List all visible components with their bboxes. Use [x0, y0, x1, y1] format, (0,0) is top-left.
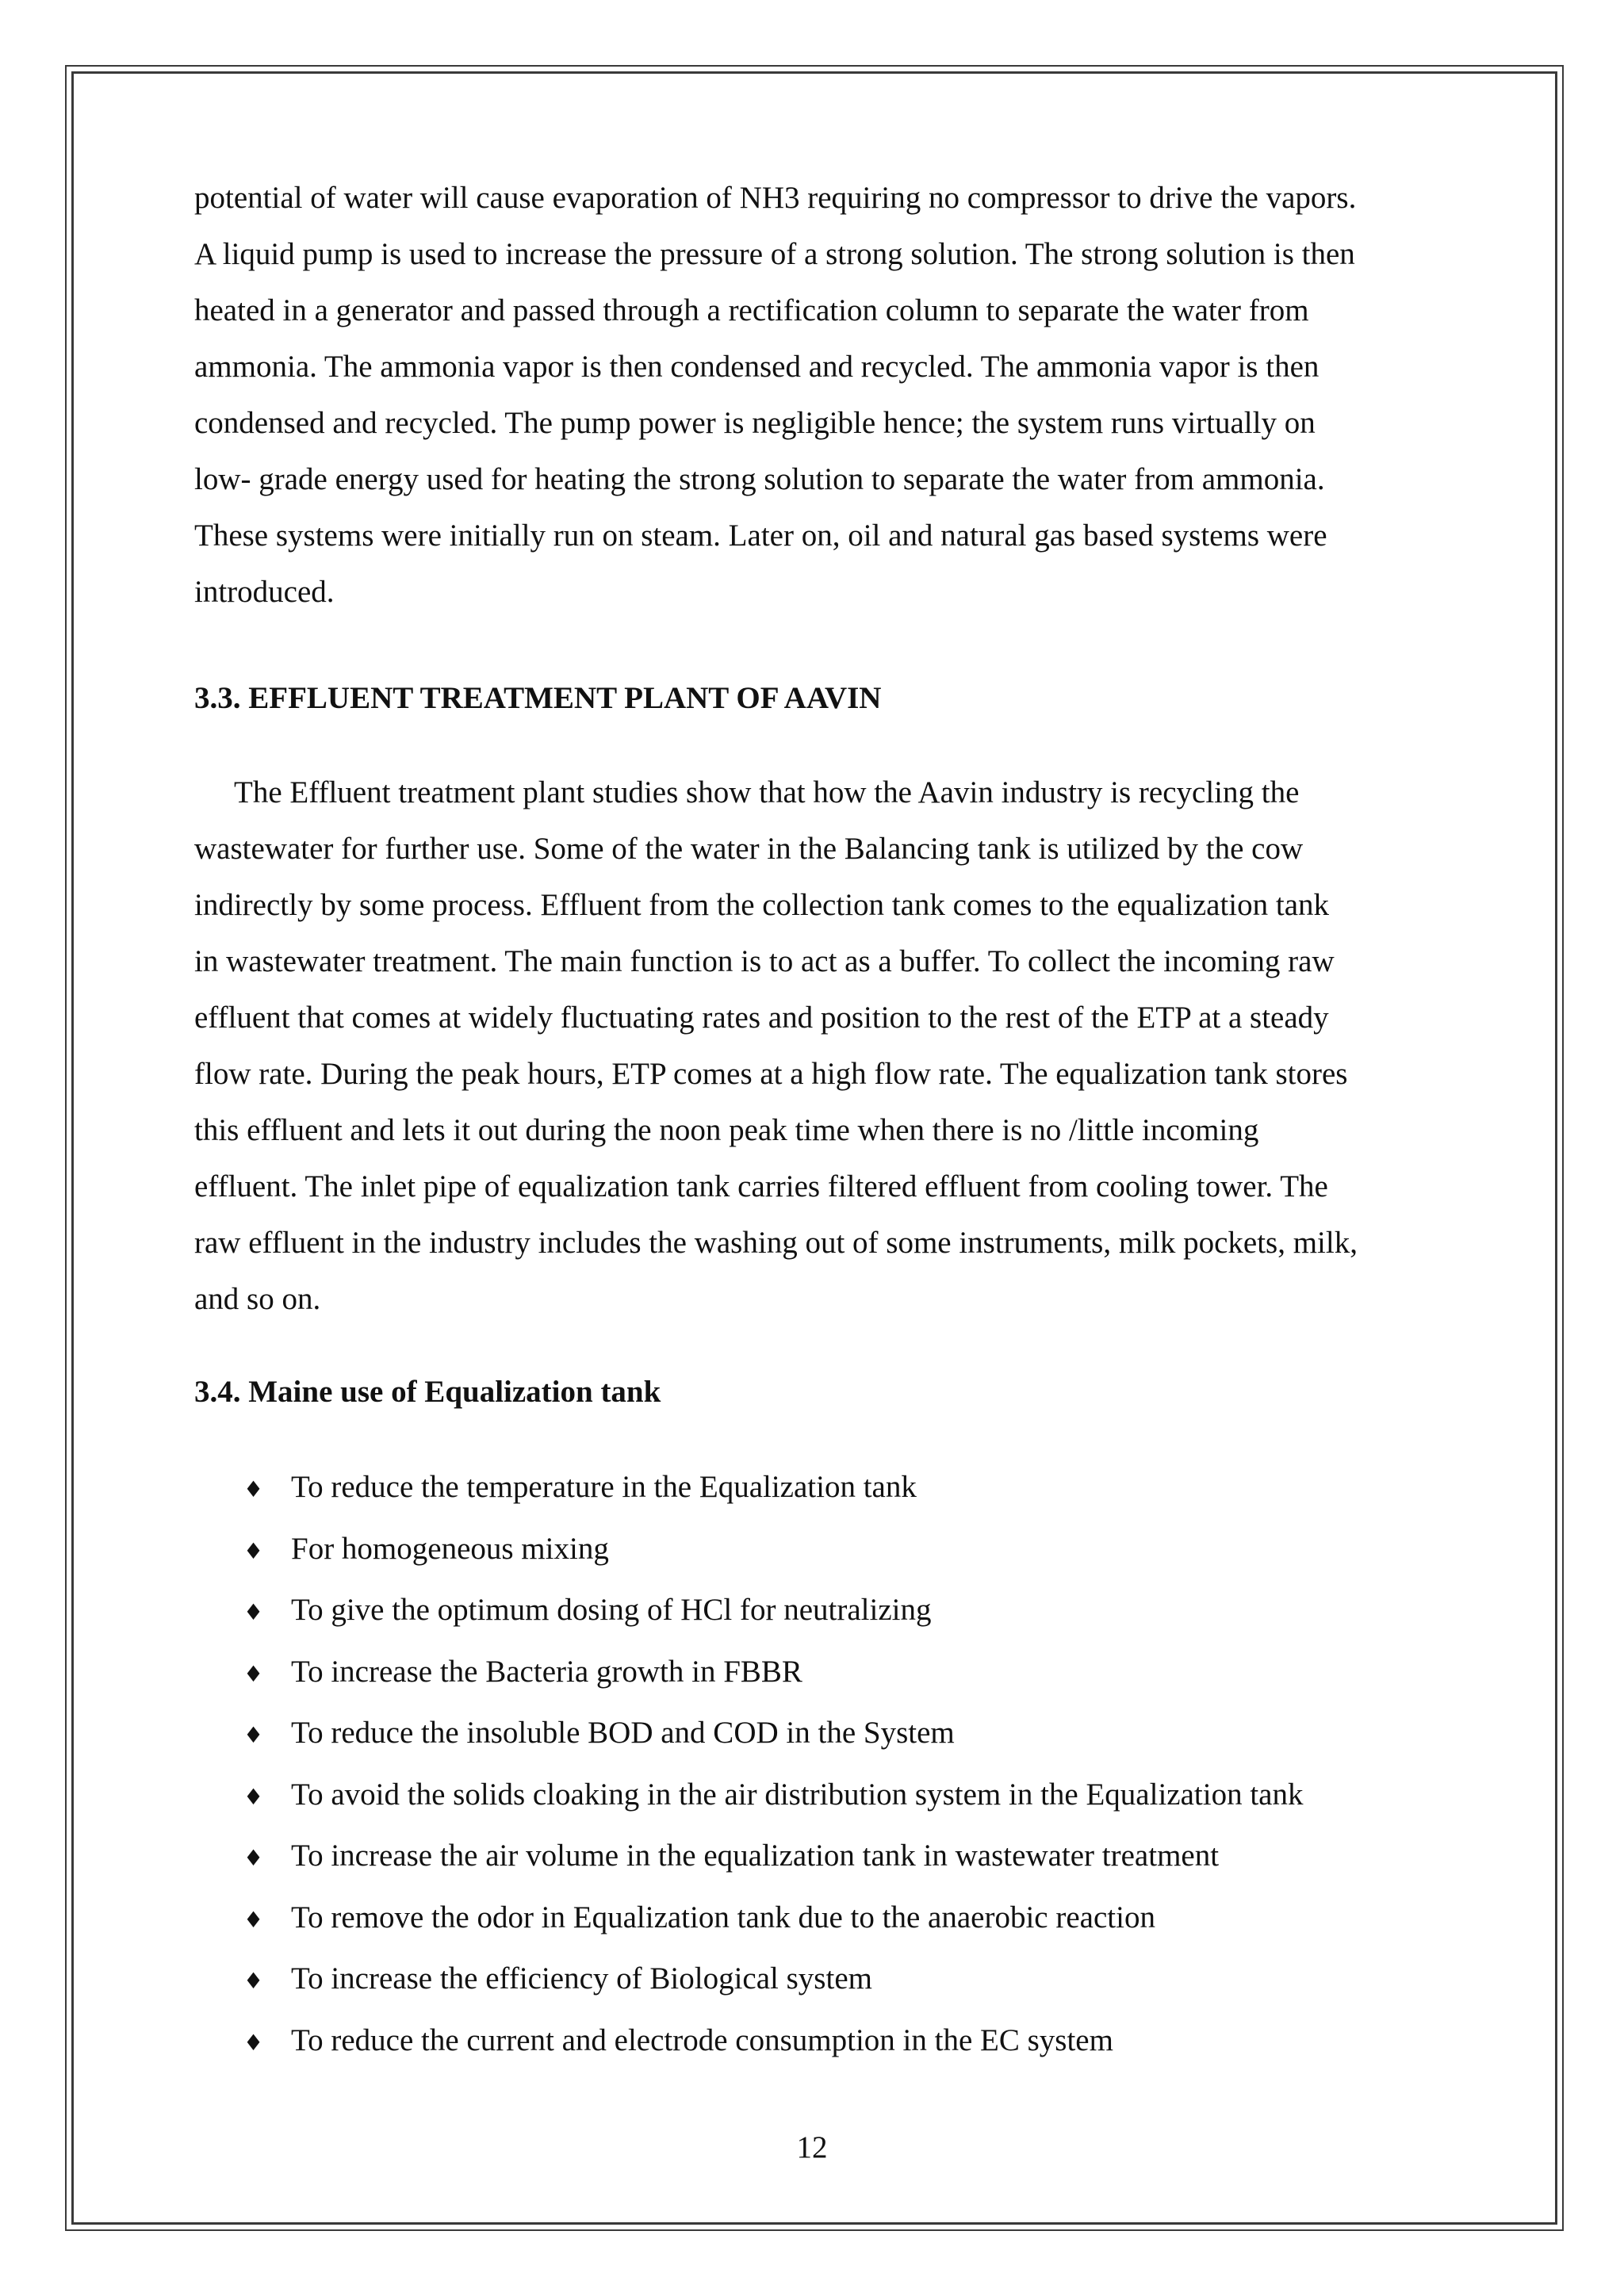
list-item-text: To give the optimum dosing of HCl for neutralizing [291, 1593, 932, 1627]
list-item-text: To reduce the insoluble BOD and COD in the System [291, 1716, 955, 1750]
text-line: A liquid pump is used to increase the pressure of a strong solution. The strong solution is then [194, 237, 1355, 271]
list-item [194, 1766, 1447, 1827]
list-item-text: To increase the Bacteria growth in FBBR [291, 1654, 802, 1689]
text-line: ammonia. The ammonia vapor is then condensed and recycled. The ammonia vapor is then [194, 350, 1320, 384]
section-heading-3-3: 3.3. EFFLUENT TREATMENT PLANT OF AAVIN [194, 681, 882, 715]
text-line: condensed and recycled. The pump power is negligible hence; the system runs virtually on [194, 406, 1316, 440]
text-line: potential of water will cause evaporation of NH3 requiring no compressor to drive the vapors. [194, 181, 1357, 215]
text-line: The Effluent treatment plant studies show that how the Aavin industry is recycling the [234, 775, 1300, 809]
list-item [194, 1888, 1447, 1950]
text-line: flow rate. During the peak hours, ETP comes at a high flow rate. The equalization tank stores [194, 1057, 1348, 1091]
list-item [194, 1704, 1447, 1766]
text-line: this effluent and lets it out during the noon peak time when there is no /little incoming [194, 1113, 1259, 1147]
page-number: 12 [796, 2130, 828, 2164]
diamond-bullet-icon: ♦ [243, 1599, 264, 1625]
list-item [194, 1643, 1447, 1705]
page-content [194, 170, 1447, 2072]
text-line: raw effluent in the industry includes the washing out of some instruments, milk pockets, milk, [194, 1226, 1358, 1260]
paragraph-absorption-system [194, 170, 1447, 620]
diamond-bullet-icon: ♦ [243, 2029, 264, 2056]
list-item [194, 1827, 1447, 1888]
text-line: indirectly by some process. Effluent from the collection tank comes to the equalization tank [194, 888, 1330, 922]
list-item-text: To reduce the temperature in the Equalization tank [291, 1470, 917, 1504]
diamond-bullet-icon: ♦ [243, 1906, 264, 1933]
section-heading-3-4: 3.4. Maine use of Equalization tank [194, 1375, 661, 1409]
text-line: effluent. The inlet pipe of equalization tank carries filtered effluent from cooling tower. The [194, 1169, 1328, 1203]
list-item-text: To reduce the current and electrode consumption in the EC system [291, 2022, 1113, 2057]
text-line: effluent that comes at widely fluctuating rates and position to the rest of the ETP at a steady [194, 1001, 1329, 1035]
text-line: introduced. [194, 575, 335, 609]
paragraph-effluent-treatment [194, 764, 1447, 1327]
text-line: low- grade energy used for heating the strong solution to separate the water from ammonia. [194, 462, 1325, 496]
diamond-bullet-icon: ♦ [243, 1968, 264, 1994]
bullet-list-equalization-uses [194, 1458, 1447, 2072]
diamond-bullet-icon: ♦ [243, 1722, 264, 1748]
list-item-text: For homogeneous mixing [291, 1531, 609, 1566]
diamond-bullet-icon: ♦ [243, 1660, 264, 1687]
diamond-bullet-icon: ♦ [243, 1845, 264, 1871]
list-item [194, 2011, 1447, 2073]
list-item [194, 1581, 1447, 1643]
diamond-bullet-icon: ♦ [243, 1537, 264, 1564]
text-line: heated in a generator and passed through a rectification column to separate the water from [194, 293, 1309, 327]
list-item-text: To remove the odor in Equalization tank due to the anaerobic reaction [291, 1900, 1155, 1934]
list-item [194, 1458, 1447, 1520]
text-line: and so on. [194, 1282, 321, 1316]
text-line: wastewater for further use. Some of the water in the Balancing tank is utilized by the cow [194, 832, 1304, 866]
text-line: in wastewater treatment. The main function is to act as a buffer. To collect the incoming raw [194, 944, 1335, 978]
list-item-text: To increase the air volume in the equalization tank in wastewater treatment [291, 1839, 1220, 1873]
list-item [194, 1950, 1447, 2011]
list-item [194, 1520, 1447, 1582]
text-line: These systems were initially run on steam. Later on, oil and natural gas based systems were [194, 519, 1327, 553]
diamond-bullet-icon: ♦ [243, 1476, 264, 1502]
list-item-text: To avoid the solids cloaking in the air distribution system in the Equalization tank [291, 1777, 1304, 1812]
diamond-bullet-icon: ♦ [243, 1783, 264, 1810]
list-item-text: To increase the efficiency of Biological system [291, 1961, 872, 1996]
